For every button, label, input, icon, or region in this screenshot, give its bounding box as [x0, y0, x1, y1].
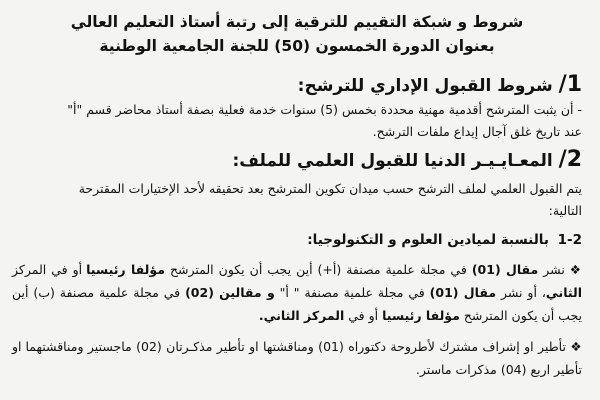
bullet-1-text: ، أو نشر: [496, 285, 546, 300]
document-title-line-1: شروط و شبكة التقييم للترقية إلى رتبة أستاذ التعليم العالي: [70, 13, 524, 31]
subsection-number: 1-2: [557, 232, 582, 248]
section-1-text-line-1: - أن يثبت المترشح أقدمية مهنية محددة بخمس (5) سنوات خدمة فعلية بصفة أستاذ محاضر قسم "أ": [67, 102, 582, 117]
bullet-1-bold: مؤلفا رئيسيا: [86, 262, 165, 277]
subsection-title: بالنسبة لميادين العلوم و التكنولوجيا:: [307, 232, 549, 248]
section-2-number: 2/: [558, 147, 582, 172]
bullet-1-text: في مجلة علمية مصنفة (ب) أين: [12, 285, 186, 300]
section-1-number: 1/: [558, 72, 582, 97]
bullet-1-text: ❖ نشر: [538, 262, 583, 277]
section-1-text-line-2: عند تاريخ غلق آجال إيداع ملفات الترشح.: [372, 124, 582, 139]
bullet-1-bold: مؤلفا رئيسيا: [382, 308, 460, 323]
bullet-1-text: أو في: [344, 308, 383, 323]
bullet-1-text: في مجلة علمية مصنفة " أ": [274, 285, 430, 300]
bullet-1-bold: الثاني: [545, 285, 582, 300]
bullet-1-bold: المركز الثاني.: [258, 308, 345, 323]
bullet-1-text: يجب أن يكون المترشح: [459, 308, 582, 323]
document-title-line-2: بعنوان الدورة الخمسون (50) للجنة الجامعية الوطنية: [99, 37, 495, 55]
section-1-heading: [12, 72, 582, 99]
criteria-bullet-2: [12, 335, 582, 381]
bullet-2-line-1: ❖ تأطير او إشراف مشترك لأطروحة دكتوراه (01) ومناقشتها او تأطير مذكـرتان (02) ماجستير: [87, 339, 582, 354]
bullet-2-line-2: ومناقشتهما او تأطير اربع (04) مذكرات ماستر.: [12, 339, 582, 377]
section-2-title: المعـايـيـر الدنيا للقبول العلمي للملف:: [232, 151, 553, 171]
section-2-text-line-1: يتم القبول العلمي لملف الترشح حسب ميدان تكوين المترشح بعد تحقيقه لأحد الإختيارات المقترحة: [78, 181, 582, 196]
bullet-1-text: في مجلة علمية مصنفة (أ+) أين يجب أن يكون المترشح: [164, 262, 472, 277]
section-2-heading: [12, 147, 582, 174]
bullet-1-bold: و مقالين (02): [185, 285, 275, 300]
criteria-bullet-1: [12, 258, 582, 327]
section-1-title: شروط القبول الإداري للترشح:: [297, 76, 553, 96]
bullet-1-bold: مقال (01): [429, 285, 497, 300]
subsection-heading: [12, 228, 582, 252]
section-2-text-line-2: التالية:: [548, 203, 582, 218]
bullet-1-bold: مقال (01): [471, 262, 539, 277]
bullet-1-text: أو في المركز: [12, 262, 87, 277]
